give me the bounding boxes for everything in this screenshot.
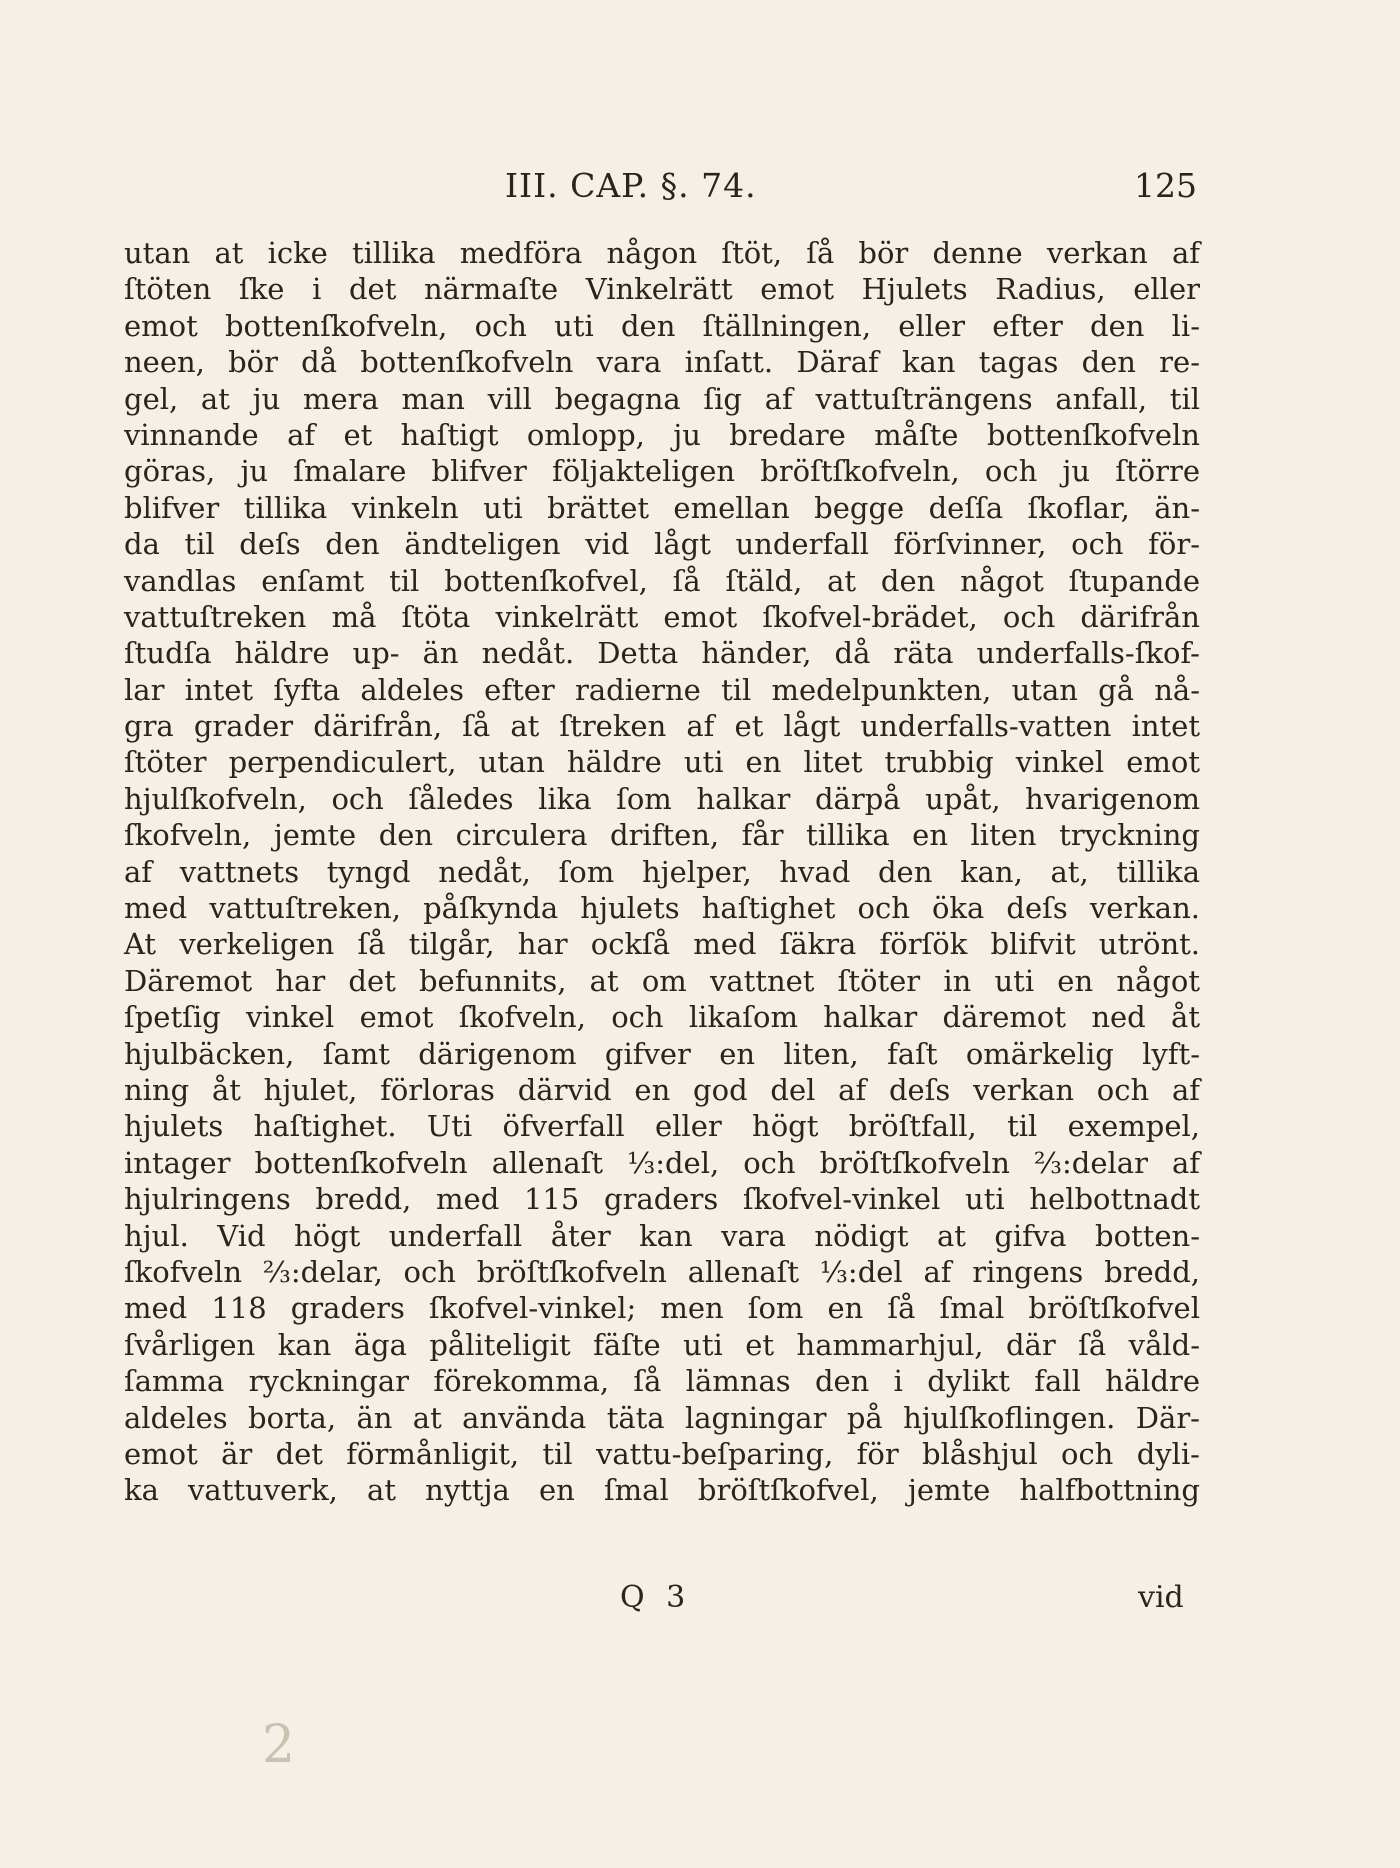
catchword: vid [1138,1580,1184,1615]
page-header [0,166,1400,210]
text-line: lar intet ſyfta aldeles efter radierne til medelpunkten, utan gå nå- [124,672,1200,707]
signature-mark: Q 3 [620,1580,692,1615]
text-line: utan at icke tillika medföra någon ſtöt, ſå bör denne verkan af [124,236,1200,270]
text-line: intager bottenſkofveln allenaſt ⅓:del, och bröſtſkofveln ⅔:delar af [124,1145,1200,1180]
text-line: hjulſkofveln, och ſåledes lika ſom halkar därpå upåt, hvarigenom [124,781,1200,816]
text-line: göras, ju ſmalare blifver följakteligen bröſtſkofveln, och ju ſtörre [124,454,1200,489]
text-line: Däremot har det befunnits, at om vattnet ſtöter in uti en något [124,963,1200,998]
text-line: da til deſs den ändteligen vid lågt underfall förſvinner, och för- [124,527,1200,562]
text-line: ſkofveln, jemte den circulera driften, får tillika en liten tryckning [124,818,1200,853]
text-line: med vattuſtreken, påſkynda hjulets haſtighet och öka deſs verkan. [124,891,1200,926]
body-text [124,235,1200,1509]
text-line: ſpetſig vinkel emot ſkofveln, och likaſom halkar däremot ned åt [124,1000,1200,1035]
text-line: ſamma ryckningar förekomma, ſå lämnas den i dylikt fall häldre [124,1364,1200,1399]
text-line: hjulets haſtighet. Uti öfverfall eller högt bröſtfall, til exempel, [124,1109,1200,1144]
text-line: gel, at ju mera man vill begagna ſig af vattuſträngens anfall, til [124,381,1200,416]
text-line: med 118 graders ſkofvel-vinkel; men ſom en ſå ſmal bröſtſkofvel [124,1291,1200,1326]
text-line: ſtöten ſke i det närmaſte Vinkelrätt emot Hjulets Radius, eller [124,272,1200,307]
text-line: emot bottenſkofveln, och uti den ſtällningen, eller efter den li- [124,308,1200,343]
text-line: vattuſtreken må ſtöta vinkelrätt emot ſkofvel-brädet, och därifrån [124,599,1200,634]
text-line: gra grader därifrån, ſå at ſtreken af et lågt underfalls-vatten intet [124,709,1200,744]
text-line: hjulbäcken, ſamt därigenom gifver en liten, faſt omärkelig lyft- [124,1036,1200,1071]
text-line: blifver tillika vinkeln uti brättet emellan begge deſſa ſkoflar, än- [124,490,1200,525]
text-line: emot är det förmånligit, til vattu-beſparing, för blåshjul och dyli- [124,1436,1200,1471]
text-line: ſvårligen kan äga påliteligit fäſte uti et hammarhjul, där ſå våld- [124,1327,1200,1362]
text-line: ning åt hjulet, förloras därvid en god del af deſs verkan och af [124,1072,1200,1107]
text-line: af vattnets tyngd nedåt, ſom hjelper, hvad den kan, at, tillika [124,854,1200,889]
text-line: vandlas enſamt til bottenſkofvel, ſå ſtäld, at den något ſtupande [124,563,1200,598]
text-line: ſkofveln ⅔:delar, och bröſtſkofveln allenaſt ⅓:del af ringens bredd, [124,1254,1200,1289]
running-head: III. CAP. §. 74. [505,166,757,205]
text-line: ka vattuverk, at nyttja en ſmal bröſtſkofvel, jemte halfbottning [124,1473,1200,1508]
page-footer [0,1580,1400,1620]
text-line: At verkeligen ſå tilgår, har ockſå med ſäkra förſök blifvit utrönt. [124,927,1200,962]
text-line: neen, bör då bottenſkofveln vara inſatt. Däraf kan tagas den re- [124,345,1200,380]
text-line: ſtöter perpendiculert, utan häldre uti en litet trubbig vinkel emot [124,745,1200,780]
text-line: hjulringens bredd, med 115 graders ſkofvel-vinkel uti helbottnadt [124,1182,1200,1217]
page-number: 125 [1134,166,1197,205]
text-line: aldeles borta, än at använda täta lagningar på hjulſkoflingen. Där- [124,1400,1200,1435]
text-line: hjul. Vid högt underfall åter kan vara nödigt at gifva botten- [124,1218,1200,1253]
pencil-annotation: 2 [262,1715,296,1775]
text-line: ſtudſa häldre up- än nedåt. Detta händer, då räta underfalls-ſkof- [124,636,1200,671]
text-line: vinnande af et haſtigt omlopp, ju bredare måſte bottenſkofveln [124,417,1200,452]
